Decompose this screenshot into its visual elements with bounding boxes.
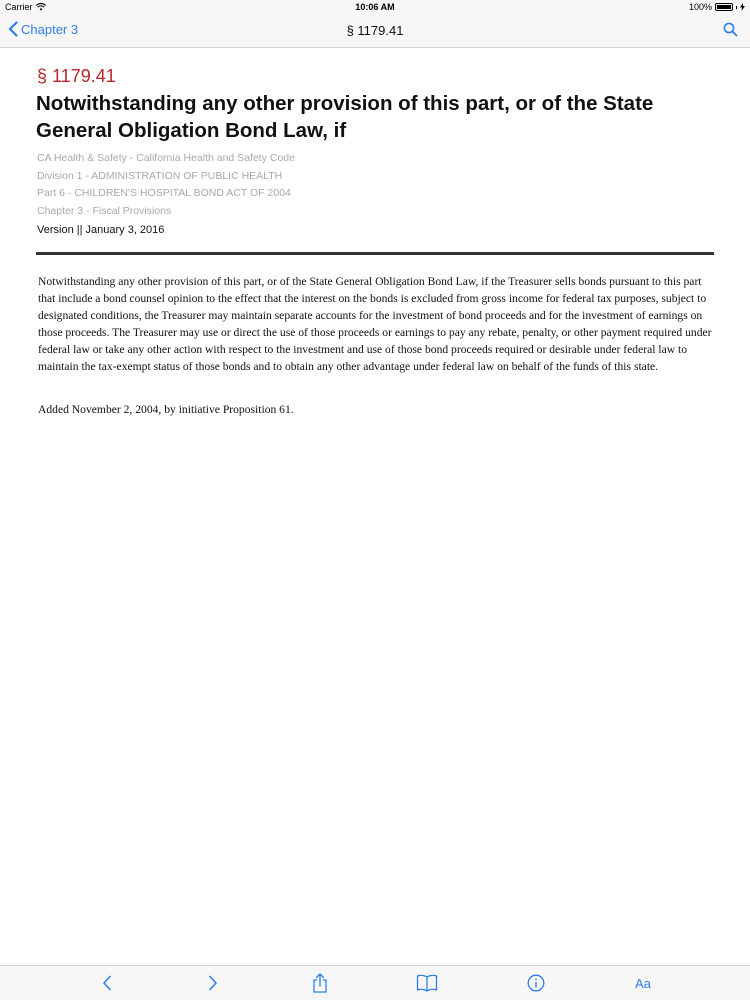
section-content xyxy=(0,48,750,966)
breadcrumb-code[interactable]: CA Health & Safety - California Health and Safety Code xyxy=(37,152,295,164)
status-bar xyxy=(0,0,750,14)
chevron-right-icon xyxy=(208,975,218,991)
section-heading: Notwithstanding any other provision of this part, or of the State General Obligation Bond Law, if xyxy=(36,92,654,142)
info-button[interactable] xyxy=(524,972,548,994)
info-icon xyxy=(527,974,545,992)
charging-icon xyxy=(740,3,745,11)
section-number: § 1179.41 xyxy=(37,66,116,86)
battery-fill xyxy=(717,5,731,9)
version-label: Version || January 3, 2016 xyxy=(37,224,165,236)
breadcrumb-part[interactable]: Part 6 - CHILDREN'S HOSPITAL BOND ACT OF 2004 xyxy=(37,187,291,200)
bookmarks-button[interactable] xyxy=(415,972,439,994)
battery-percent: 100% xyxy=(688,2,712,12)
next-section-button[interactable] xyxy=(201,972,225,994)
back-button-label: Chapter 3 xyxy=(21,21,79,37)
breadcrumb-chapter[interactable]: Chapter 3 - Fiscal Provisions xyxy=(37,205,172,218)
history-note: Added November 2, 2004, by initiative Proposition 61. xyxy=(38,403,294,416)
chevron-left-icon xyxy=(102,975,112,991)
breadcrumb-division[interactable]: Division 1 - ADMINISTRATION OF PUBLIC HEALTH xyxy=(37,169,283,182)
bottom-toolbar xyxy=(0,965,750,1000)
previous-section-button[interactable] xyxy=(95,972,119,994)
status-right xyxy=(689,2,745,12)
battery-tip xyxy=(736,6,737,9)
status-time: 10:06 AM xyxy=(355,2,395,12)
navigation-bar xyxy=(0,14,750,48)
divider xyxy=(36,252,714,255)
share-button[interactable] xyxy=(308,972,332,994)
nav-title: § 1179.41 xyxy=(346,23,404,38)
book-icon xyxy=(416,974,438,992)
search-icon xyxy=(723,22,738,37)
breadcrumb xyxy=(37,150,295,221)
carrier-label: Carrier xyxy=(5,2,33,12)
section-body-text: Notwithstanding any other provision of this part, or of the State General Obligation Bond Law, if the Treasurer sells bonds pursuant to this part that include a bond counsel opinion to the effect that the interest on the bonds is excluded from gross income for federal tax purposes, subject to designated conditions, the Treasurer may maintain separate accounts for the investment of bond proceeds and for the investment of earnings on those proceeds. The Treasurer may use or direct the use of those proceeds or earnings to pay any rebate, penalty, or other payment required under federal law or take any other action with respect to the investment and use of those bond proceeds required or desirable under federal law to maintain the tax-exempt status of those bonds and to obtain any other advantage under federal law on behalf of the funds of this state. xyxy=(38,275,712,373)
battery-icon xyxy=(715,3,733,11)
font-size-button[interactable]: Aa xyxy=(635,975,651,991)
share-icon xyxy=(312,973,328,993)
search-button[interactable] xyxy=(723,22,738,42)
